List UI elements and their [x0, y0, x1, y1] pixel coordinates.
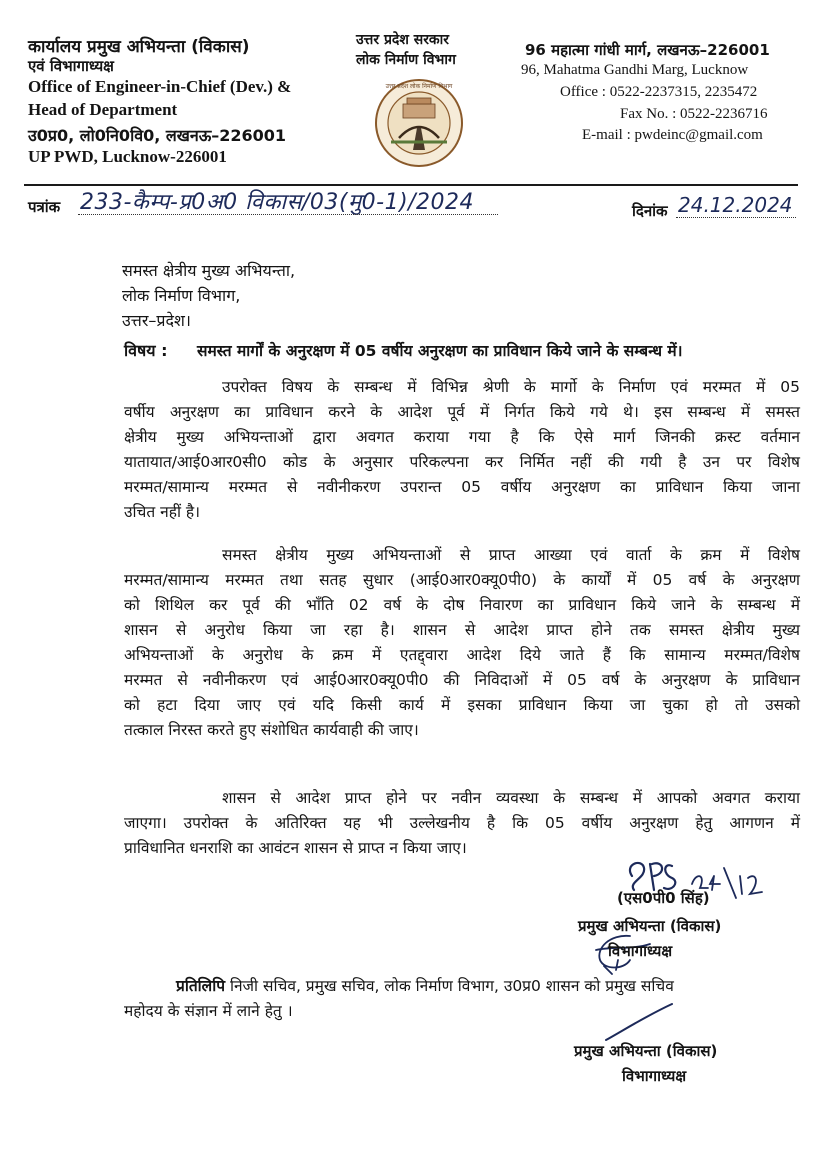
copy-to-line-2: महोदय के संज्ञान में लाने हेतु । [124, 1002, 293, 1020]
paragraph-line: को हटा दिया जाए एवं यदि किसी कार्य में इसका प्राविधान किया जा चुका हो तो उसको [124, 696, 800, 714]
reference-underline [78, 214, 498, 215]
copy-to-label: प्रतिलिपि [176, 977, 226, 995]
office-address-english: UP PWD, Lucknow-226001 [28, 147, 227, 166]
reference-number-handwritten: 233-कैम्प-प्र0अ0 विकास/03(मु0-1)/2024 [80, 190, 475, 215]
paragraph-line: वर्षीय अनुरक्षण का प्राविधान करने के आदेश पूर्व में निर्गत किये गये थे। इस सम्बन्ध में समस्त [124, 403, 800, 421]
fax-number: Fax No. : 0522-2236716 [620, 106, 768, 122]
office-phone: Office : 0522-2237315, 2235472 [560, 84, 758, 100]
handwritten-stroke-signature [600, 1000, 680, 1046]
paragraph-line: उपरोक्त विषय के सम्बन्ध में विभिन्न श्रेणी के मार्गो के निर्माण एवं मरम्मत में 05 [222, 378, 800, 396]
subject-label: विषय : [124, 341, 168, 360]
signatory-name: (एस0पी0 सिंह) [617, 889, 710, 907]
paragraph-line: तत्काल निरस्त करते हुए संशोधित कार्यवाही की जाए। [124, 721, 419, 739]
office-subtitle-english: Head of Department [28, 100, 178, 119]
copy-to-line-1 [176, 974, 674, 996]
addressee-line-3: उत्तर–प्रदेश। [122, 311, 191, 330]
addressee-line-1: समस्त क्षेत्रीय मुख्य अभियन्ता, [122, 261, 296, 280]
pwd-emblem-logo [373, 76, 465, 170]
signatory-designation: प्रमुख अभियन्ता (विकास) [578, 917, 722, 935]
paragraph-line: अभियन्ताओं के अनुरोध के क्रम में एतद्द्वारा आदेश दिये जाते हैं कि सामान्य मरम्मत/विशेष [124, 646, 800, 664]
paragraph-line: मरम्मत से नवीनीकरण एवं आई0आर0क्यू0पी0 की निविदाओं में 05 वर्ष के अनुरक्षण के प्राविधान [124, 671, 800, 689]
copy-signatory-department-head: विभागाध्यक्ष [622, 1067, 687, 1085]
copy-to-text: निजी सचिव, प्रमुख सचिव, लोक निर्माण विभाग, उ0प्र0 शासन को प्रमुख सचिव [225, 977, 674, 995]
date-underline [676, 217, 796, 218]
body-paragraph-2 [124, 543, 800, 743]
paragraph-line: मरम्मत/सामान्य मरम्मत से नवीनीकरण उपरान्त 05 वर्षीय अनुरक्षण का प्राविधान किया जाना [124, 478, 800, 496]
addressee-line-2: लोक निर्माण विभाग, [122, 286, 241, 305]
office-subtitle-hindi: एवं विभागाध्यक्ष [28, 57, 114, 75]
paragraph-line: उचित नहीं है। [124, 503, 200, 521]
emblem-text: उत्तर प्रदेश लोक निर्माण विभाग [385, 83, 453, 90]
paragraph-line: मरम्मत/सामान्य मरम्मत तथा सतह सुधार (आई0आर0क्यू0पी0) के कार्यों में 05 वर्ष के अनुरक्षण [124, 571, 800, 589]
email-address: E-mail : pwdeinc@gmail.com [582, 127, 763, 143]
paragraph-line: यातायात/आई0आर0सी0 कोड के अनुसार परिकल्पना कर निर्मित नहीं की गयी है उन पर विशेष [124, 453, 800, 471]
paragraph-line: समस्त क्षेत्रीय मुख्य अभियन्ताओं से प्राप्त आख्या एवं वार्ता के क्रम में विशेष [222, 546, 800, 564]
office-name-hindi: कार्यालय प्रमुख अभियन्ता (विकास) [28, 37, 250, 57]
date-label: दिनांक [632, 202, 668, 220]
paragraph-line: प्राविधानित धनराशि का आवंटन शासन से प्राप्त न किया जाए। [124, 839, 467, 857]
reference-label: पत्रांक [28, 198, 61, 216]
subject-text: समस्त मार्गों के अनुरक्षण में 05 वर्षीय अनुरक्षण का प्राविधान किये जाने के सम्बन्ध में। [197, 342, 683, 360]
government-name: उत्तर प्रदेश सरकार [356, 32, 450, 48]
paragraph-line: शासन से अनुरोध किया जा रहा है। शासन से आदेश प्राप्त होने तक समस्त क्षेत्रीय मुख्य [124, 621, 800, 639]
department-name: लोक निर्माण विभाग [356, 52, 456, 68]
paragraph-line: शासन से आदेश प्राप्त होने पर नवीन व्यवस्था के सम्बन्ध में आपको अवगत कराया [222, 789, 800, 807]
address-english: 96, Mahatma Gandhi Marg, Lucknow [521, 62, 749, 78]
address-hindi: 96 महात्मा गांधी मार्ग, लखनऊ–226001 [525, 41, 770, 59]
paragraph-line: जाएगा। उपरोक्त के अतिरिक्त यह भी उल्लेखनीय है कि 05 वर्षीय अनुरक्षण हेतु आगणन में [124, 814, 800, 832]
paragraph-line: क्षेत्रीय मुख्य अभियन्ताओं द्वारा अवगत कराया गया है कि ऐसे मार्ग जिनकी क्रस्ट वर्तमान [124, 428, 800, 446]
date-handwritten: 24.12.2024 [678, 193, 793, 217]
paragraph-line: को शिथिल कर पूर्व की भाँति 02 वर्ष के दोष निवारण का प्राविधान किये जाने के सम्बन्ध में [124, 596, 800, 614]
office-address-hindi: उ0प्र0, लो0नि0वि0, लखनऊ–226001 [28, 126, 287, 145]
body-paragraph-1 [124, 375, 800, 525]
signatory-department-head: विभागाध्यक्ष [608, 942, 673, 960]
office-name-english: Office of Engineer-in-Chief (Dev.) & [28, 77, 292, 96]
copy-signatory-designation: प्रमुख अभियन्ता (विकास) [574, 1042, 718, 1060]
